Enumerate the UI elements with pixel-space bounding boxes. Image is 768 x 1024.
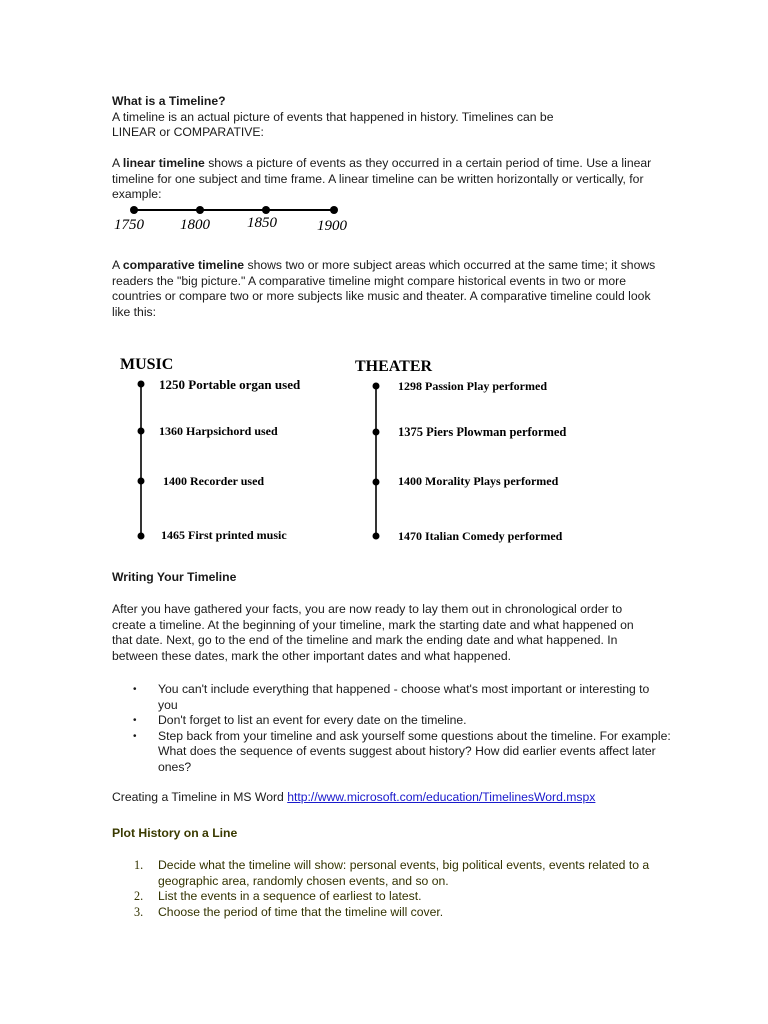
theater-timeline-dot: [373, 429, 380, 436]
writing-bullet-list: [112, 682, 672, 775]
term-linear-timeline: linear timeline: [122, 156, 205, 170]
section-what-is-timeline: [112, 94, 632, 141]
section-linear-timeline: [112, 156, 652, 203]
music-timeline-dot: [138, 478, 145, 485]
music-timeline-dot: [138, 533, 145, 540]
theater-timeline-dot: [373, 533, 380, 540]
list-item: 3. Choose the period of time that the timeline will cover.: [134, 904, 444, 919]
linear-timeline-dot: [330, 206, 338, 214]
list-item: 1. Decide what the timeline will show: personal events, big political events, events related to a geographic area, randomly chosen events, and so on.: [134, 858, 650, 888]
theater-timeline-dot: [373, 479, 380, 486]
linear-timeline-dot: [262, 206, 270, 214]
linear-year-label: 1900: [317, 218, 347, 234]
music-event: 1250 Portable organ used: [159, 377, 301, 392]
paragraph-linear: A linear timeline shows a picture of events as they occurred in a certain period of time. Use a linear timeline for one subject and time frame. A linear timeline can be written horizontally or vertically, for example:: [112, 156, 652, 201]
bullet-icon: •: [133, 715, 137, 726]
linear-timeline-dot: [130, 206, 138, 214]
list-number: 3.: [134, 904, 144, 919]
music-event: 1360 Harpsichord used: [159, 424, 278, 438]
list-item: 2. List the events in a sequence of earliest to latest.: [134, 889, 422, 903]
bullet-icon: •: [133, 730, 137, 742]
paragraph-writing: After you have gathered your facts, you are now ready to lay them out in chronological order to create a timeline. At the beginning of your timeline, mark the starting date and what happened on that date. Next, go to the end of the timeline and mark the ending date and what happened. In between these dates, mark the other important dates and what happened.: [112, 602, 634, 663]
heading-what-is-timeline: What is a Timeline?: [112, 94, 226, 108]
music-event: 1465 First printed music: [161, 528, 287, 542]
ms-word-label: Creating a Timeline in MS Word: [112, 790, 288, 804]
theater-event: 1298 Passion Play performed: [398, 379, 547, 393]
ms-word-link-line: [112, 790, 595, 806]
theater-timeline-dot: [373, 383, 380, 390]
comparative-timeline-figure: [112, 348, 592, 548]
music-event: 1400 Recorder used: [163, 474, 265, 488]
plot-numbered-list: [112, 858, 672, 920]
bullet-icon: •: [133, 684, 137, 695]
list-number: 1.: [134, 858, 144, 872]
list-number: 2.: [134, 889, 144, 903]
linear-year-label: 1750: [114, 217, 144, 233]
list-item: • Step back from your timeline and ask yourself some questions about the timeline. For example: What does the sequence of events suggest about history? How did earlier events affect later ones?: [133, 728, 671, 774]
linear-timeline-figure: [112, 200, 372, 236]
theater-event: 1400 Morality Plays performed: [398, 474, 559, 488]
list-item: • You can't include everything that happened - choose what's most important or interesting to you: [133, 682, 650, 712]
heading-writing-your-timeline: Writing Your Timeline: [112, 570, 237, 584]
section-writing-paragraph: [112, 602, 657, 664]
heading-plot-history: Plot History on a Line: [112, 826, 238, 840]
linear-year-label: 1850: [247, 215, 277, 231]
theater-event: 1375 Piers Plowman performed: [398, 425, 567, 439]
music-timeline-dot: [138, 428, 145, 435]
section-plot-heading: [112, 826, 237, 842]
linear-year-label: 1800: [180, 217, 210, 233]
paragraph-line-1: A timeline is an actual picture of events that happened in history. Timelines can be: [112, 109, 554, 124]
linear-timeline-dot: [196, 206, 204, 214]
section-writing-heading: [112, 570, 236, 586]
paragraph-line-2: LINEAR or COMPARATIVE:: [112, 125, 264, 139]
paragraph-comparative: A comparative timeline shows two or more subject areas which occurred at the same time; it shows readers the "big picture." A comparative timeline might compare historical events in two or more countries or compare two or more subjects like music and theater. A comparative timeline could look like this:: [112, 258, 656, 319]
section-comparative-timeline: [112, 258, 657, 320]
theater-column-title: THEATER: [355, 358, 433, 375]
music-column-title: MUSIC: [120, 356, 174, 373]
list-item: • Don't forget to list an event for every date on the timeline.: [133, 713, 467, 727]
term-comparative-timeline: comparative timeline: [122, 258, 245, 272]
music-timeline-dot: [138, 381, 145, 388]
theater-event: 1470 Italian Comedy performed: [398, 529, 563, 543]
ms-word-timeline-link[interactable]: http://www.microsoft.com/education/TimelinesWord.mspx: [287, 790, 596, 804]
